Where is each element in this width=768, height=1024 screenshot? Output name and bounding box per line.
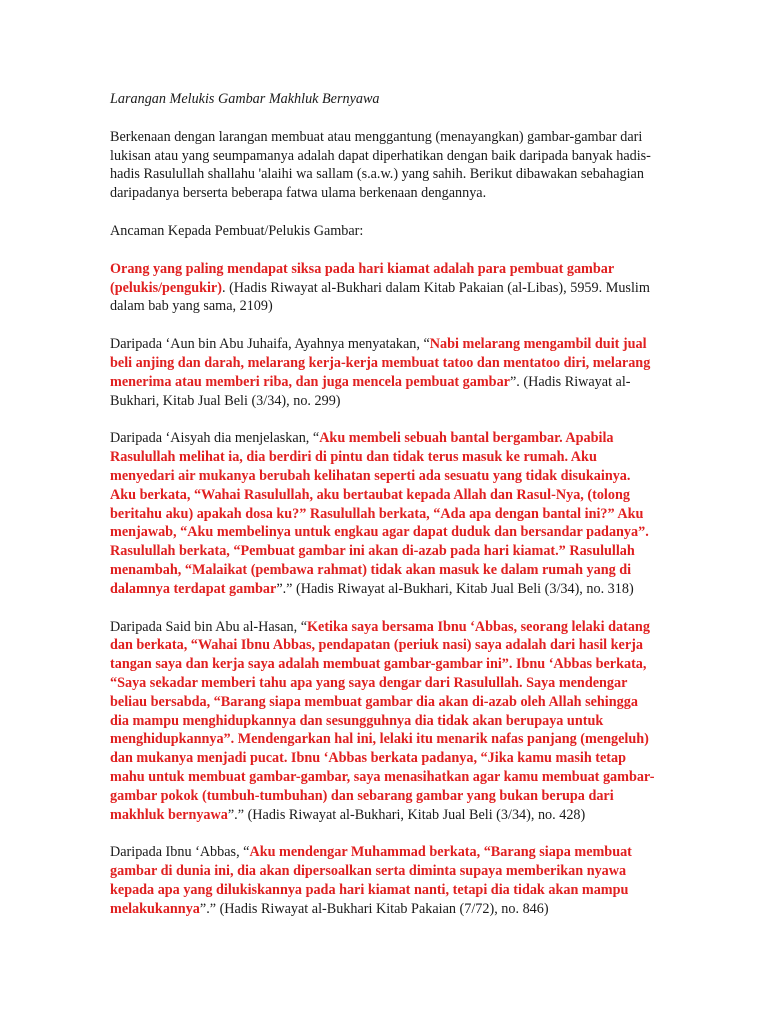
hadith-paragraph-3 [110,429,658,598]
section-heading: Ancaman Kepada Pembuat/Pelukis Gambar: [110,222,364,239]
hadith-lead-5: Daripada Ibnu ‘Abbas, “ [110,844,250,861]
hadith-paragraph-2 [110,335,658,410]
hadith-reference-4: ”.” (Hadis Riwayat al-Bukhari, Kitab Jual Beli (3/34), no. 428) [227,806,586,823]
intro-paragraph: Berkenaan dengan larangan membuat atau menggantung (menayangkan) gambar-gambar dari lukisan atau yang seumpamanya adalah dapat diperhatikan dengan baik daripada banyak hadis-hadis Rasulullah shallahu 'alaihi wa sallam (s.a.w.) yang sahih. Berikut dibawakan sebahagian daripadanya berserta beberapa fatwa ulama berkenaan dengannya. [110,128,651,202]
hadith-reference-3: ”.” (Hadis Riwayat al-Bukhari, Kitab Jual Beli (3/34), no. 318) [276,580,634,597]
hadith-lead-4: Daripada Said bin Abu al-Hasan, “ [110,618,307,635]
hadith-quote-4: Ketika saya bersama Ibnu ‘Abbas, seorang lelaki datang dan berkata, “Wahai Ibnu Abbas, pendapatan (periuk nasi) saya adalah dari hasil kerja tangan saya dan kerja saya adalah membuat gambar-gambar ini”. Ibnu ‘Abbas berkata, “Saya sekadar memberi tahu apa yang saya dengar dari Rasulullah. Saya mendengar beliau bersabda, “Barang siapa membuat gambar dia akan di-azab oleh Allah sehingga dia mampu menghidupkannya dan sesungguhnya dia tidak akan berupaya untuk menghidupkannya”. Mendengarkan hal ini, lelaki itu menarik nafas panjang (mengeluh) dan mukanya menjadi pucat. Ibnu ‘Abbas berkata padanya, “Jika kamu masih tetap mahu untuk membuat gambar-gambar, saya menasihatkan agar kamu membuat gambar-gambar pokok (tumbuh-tumbuhan) dan sebarang gambar yang bukan berupa dari makhluk bernyawa [110,618,655,823]
hadith-lead-2: Daripada ‘Aun bin Abu Juhaifa, Ayahnya menyatakan, “ [110,336,430,353]
hadith-lead-3: Daripada ‘Aisyah dia menjelaskan, “ [110,430,320,447]
hadith-quote-3: Aku membeli sebuah bantal bergambar. Apabila Rasulullah melihat ia, dia berdiri di pintu dan tidak terus masuk ke rumah. Aku menyedari air mukanya berubah kelihatan seperti ada sesuatu yang tidak disukainya. Aku berkata, “Wahai Rasulullah, aku bertaubat kepada Allah dan Rasul-Nya, (tolong beritahu aku) apakah dosa ku?” Rasulullah berkata, “Ada apa dengan bantal ini?” Aku menjawab, “Aku membelinya untuk engkau agar dapat duduk dan bersandar padanya”. Rasulullah berkata, “Pembuat gambar ini akan di-azab pada hari kiamat.” Rasulullah menambah, “Malaikat (pembawa rahmat) tidak akan masuk ke dalam rumah yang di dalamnya terdapat gambar [110,430,649,597]
hadith-quote-5: Aku mendengar Muhammad berkata, “Barang siapa membuat gambar di dunia ini, dia akan dipersoalkan serta diminta supaya memberikan nyawa kepada apa yang dilukiskannya pada hari kiamat nanti, tetapi dia tidak akan mampu melakukannya [110,844,632,917]
hadith-reference-2: ”. (Hadis Riwayat al-Bukhari, Kitab Jual Beli (3/34), no. 299) [110,373,631,409]
hadith-quote-2: Nabi melarang mengambil duit jual beli anjing dan darah, melarang kerja-kerja membuat tatoo dan mentatoo diri, melarang menerima atau memberi riba, dan juga mencela pembuat gambar [110,336,651,390]
hadith-paragraph-1 [110,260,658,316]
hadith-reference-1: . (Hadis Riwayat al-Bukhari dalam Kitab Pakaian (al-Libas), 5959. Muslim dalam bab yang sama, 2109) [110,279,650,315]
hadith-paragraph-4 [110,618,658,825]
document-body [110,90,658,937]
hadith-paragraph-5 [110,843,658,918]
hadith-reference-5: ”.” (Hadis Riwayat al-Bukhari Kitab Pakaian (7/72), no. 846) [199,900,549,917]
document-title: Larangan Melukis Gambar Makhluk Bernyawa [110,91,380,107]
hadith-quote-1: Orang yang paling mendapat siksa pada hari kiamat adalah para pembuat gambar (pelukis/pengukir) [110,260,614,296]
